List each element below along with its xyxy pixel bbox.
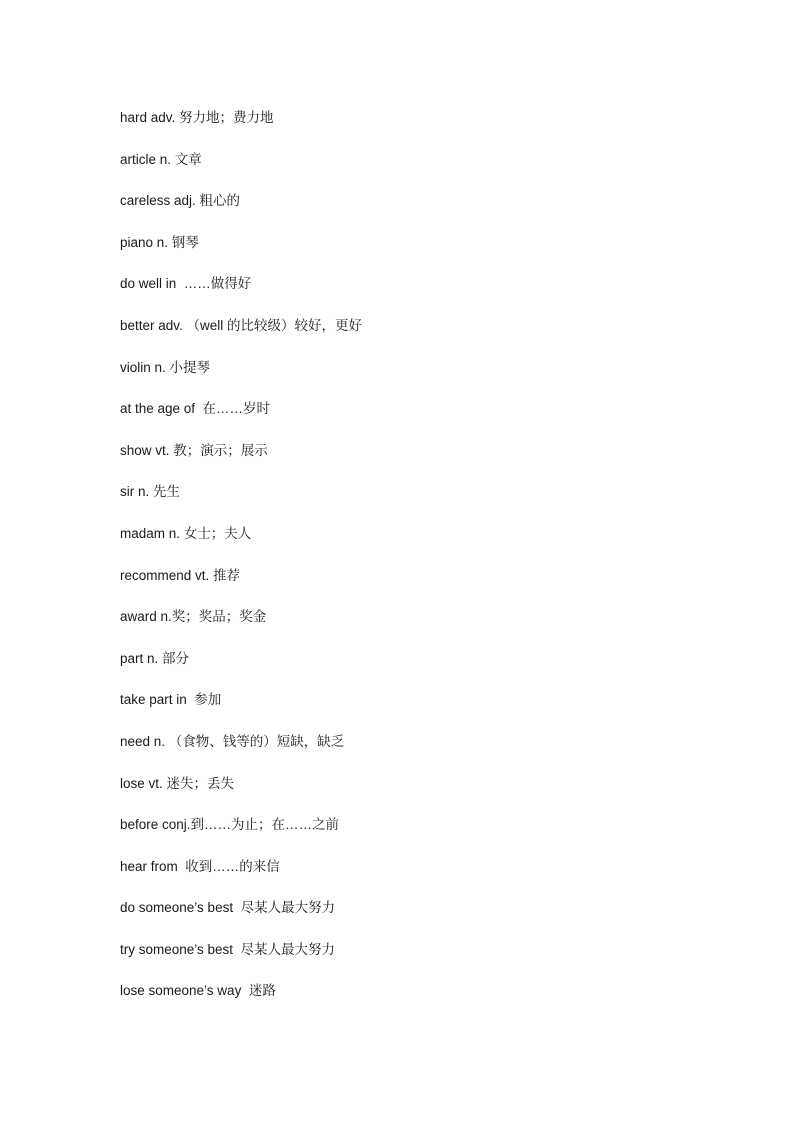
vocab-entry: try someone’s best 尽某人最大努力: [120, 941, 336, 957]
vocab-entry: better adv. （well 的比较级）较好，更好: [120, 317, 363, 333]
vocab-entry: hear from 收到……的来信: [120, 858, 280, 874]
vocab-entry: lose someone’s way 迷路: [120, 983, 276, 999]
vocab-entry: lose vt. 迷失；丢失: [120, 775, 235, 791]
vocab-entry: take part in 参加: [120, 692, 222, 708]
vocab-entry: need n. （食物、钱等的）短缺，缺乏: [120, 733, 345, 749]
vocab-entry: recommend vt. 推荐: [120, 567, 241, 583]
vocab-entry: sir n. 先生: [120, 484, 181, 500]
vocab-entry: before conj.到……为止；在……之前: [120, 817, 340, 833]
vocab-entry: careless adj. 粗心的: [120, 193, 241, 209]
vocab-entry: madam n. 女士；夫人: [120, 525, 252, 541]
vocab-entry: show vt. 教；演示；展示: [120, 442, 268, 458]
vocab-entry: do well in ……做得好: [120, 276, 252, 292]
vocab-entry: part n. 部分: [120, 650, 190, 666]
vocab-entry: violin n. 小提琴: [120, 359, 211, 375]
vocab-entry: at the age of 在……岁时: [120, 401, 271, 417]
vocab-entry: piano n. 钢琴: [120, 234, 199, 250]
vocab-entry: award n.奖；奖品；奖金: [120, 609, 267, 625]
vocab-entry: hard adv. 努力地；费力地: [120, 110, 274, 125]
vocab-entry: do someone’s best 尽某人最大努力: [120, 900, 336, 916]
vocab-entry: article n. 文章: [120, 151, 202, 167]
vocabulary-list: [120, 108, 362, 1023]
